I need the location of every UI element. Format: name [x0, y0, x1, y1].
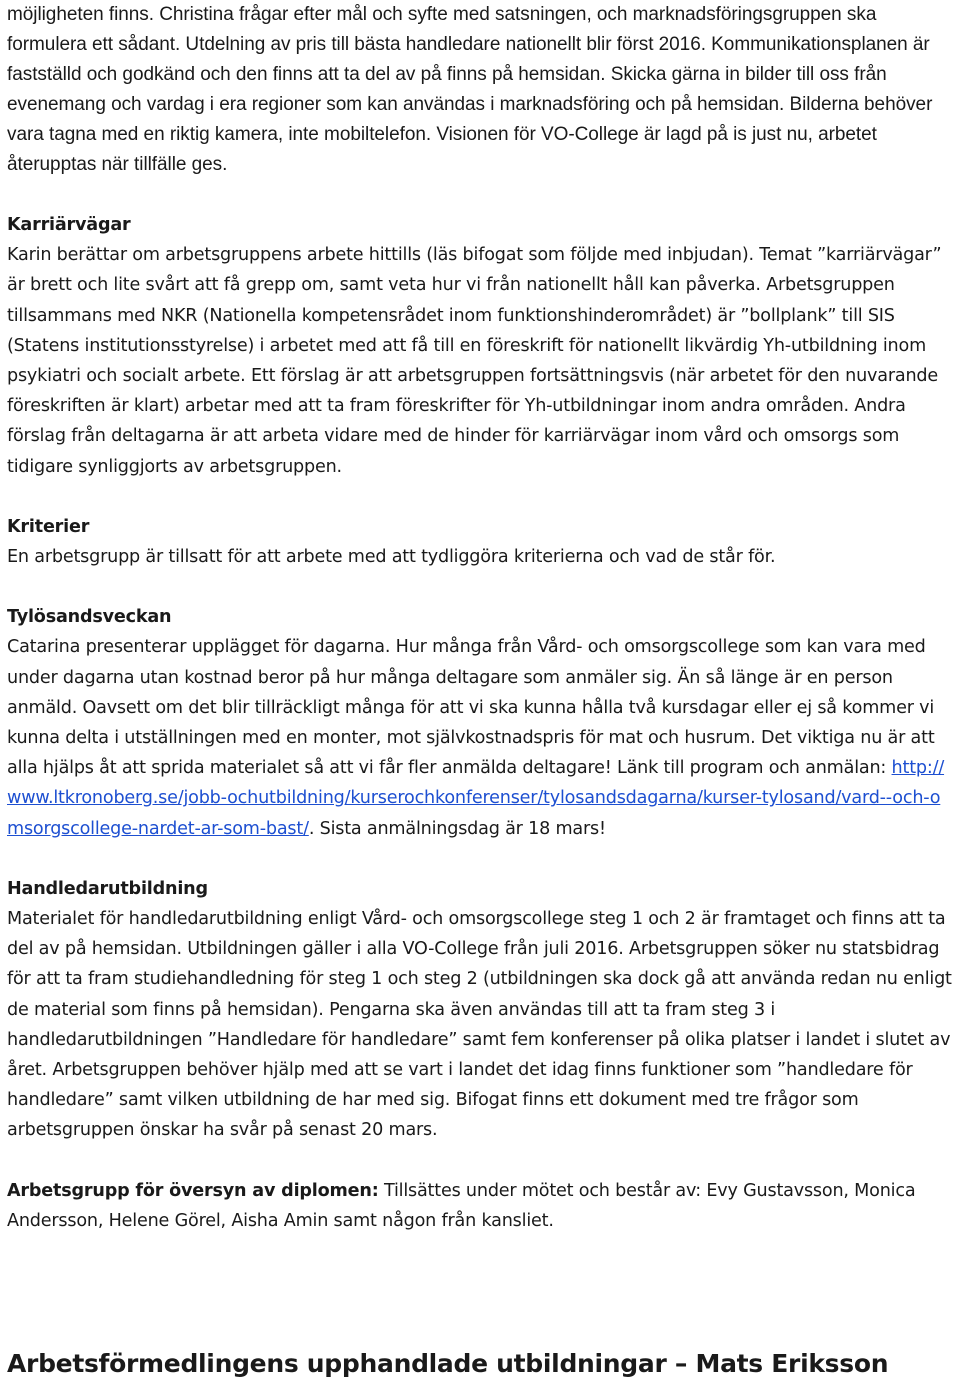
section-text-tylosandsveckan	[7, 632, 957, 843]
section-karriarvagar	[7, 210, 957, 482]
section-heading-handledarutbildning: Handledarutbildning	[7, 878, 208, 899]
section-text-diplomen	[7, 1176, 957, 1236]
tylosand-text-before-link: Catarina presenterar upplägget för dagarna. Hur många från Vård- och omsorgscollege som kan vara med under dagarna utan kostnad beror på hur många deltagare som anmäler sig. Än så länge är en person anmäld. Oavsett om det blir tillräckligt många för att vi ska kunna hålla två kursdagar eller ej så kommer vi kunna delta i utställningen med en monter, mot självkostnadspris för mat och husrum. Det viktiga nu är att alla hjälps åt att sprida materialet så att vi får fler anmälda deltagare! Länk till program och anmälan:	[7, 637, 935, 779]
diplomen-text: Tillsättes under mötet och består av: Evy Gustavsson, Monica Andersson, Helene Görel, Aisha Amin samt någon från kansliet.	[7, 1180, 916, 1231]
section-diplomen	[7, 1176, 957, 1236]
section-heading-kriterier: Kriterier	[7, 516, 90, 537]
section-kriterier	[7, 512, 957, 572]
tylosand-program-link[interactable]: http://www.ltkronoberg.se/jobb-ochutbildning/kurserochkonferenser/tylosandsdagarna/kurser-tylosand/vard--och-omsorgscollege-nardet-ar-som-bast/	[7, 758, 945, 839]
document-page	[7, 0, 957, 1236]
section-tylosandsveckan	[7, 602, 957, 844]
section-heading-tylosandsveckan: Tylösandsveckan	[7, 607, 172, 628]
diplomen-bold-label: Arbetsgrupp för översyn av diplomen:	[7, 1180, 379, 1201]
section-heading-karriarvagar: Karriärvägar	[7, 215, 131, 235]
section-handledarutbildning	[7, 874, 957, 1146]
section-text-kriterier: En arbetsgrupp är tillsatt för att arbete med att tydliggöra kriterierna och vad de står för.	[7, 547, 776, 568]
section-text-handledarutbildning: Materialet för handledarutbildning enligt Vård- och omsorgscollege steg 1 och 2 är framtaget och finns att ta del av på hemsidan. Utbildningen gäller i alla VO-College från juli 2016. Arbetsgruppen söker nu statsbidrag för att ta fram studiehandledning för steg 1 och steg 2 (utbildningen ska dock gå att använda redan nu enligt de material som finns på hemsidan). Pengarna ska även användas till att ta fram steg 3 i handledarutbildningen ”Handledare för handledare” samt fem konferenser på olika platser i landet i slutet av året. Arbetsgruppen behöver hjälp med att se vart i landet det idag finns funktioner som ”handledare för handledare” samt vilken utbildning de har med sig. Bifogat finns ett dokument med tre frågor som arbetsgruppen önskar ha svår på senast 20 mars.	[7, 909, 952, 1141]
intro-paragraph: möjligheten finns. Christina frågar efter mål och syfte med satsningen, och marknadsföringsgruppen ska formulera ett sådant. Utdelning av pris till bästa handledare nationellt blir först 2016. Kommunikationsplanen är fastställd och godkänd och den finns att ta del av på finns på hemsidan. Skicka gärna in bilder till oss från evenemang och vardag i era regioner som kan användas i marknadsföring och på hemsidan. Bilderna behöver vara tagna med en riktig kamera, inte mobiltelefon. Visionen för VO-College är lagd på is just nu, arbetet återupptas när tillfälle ges.	[7, 4, 933, 175]
footer-heading-arbetsformedlingen: Arbetsförmedlingens upphandlade utbildningar – Mats Eriksson	[7, 1349, 889, 1378]
tylosand-text-after-link: . Sista anmälningsdag är 18 mars!	[308, 818, 606, 839]
section-text-karriarvagar: Karin berättar om arbetsgruppens arbete hittills (läs bifogat som följde med inbjudan). Temat ”karriärvägar” är brett och lite svårt att få grepp om, samt veta hur vi från nationellt håll kan påverka. Arbetsgruppen tillsammans med NKR (Nationella kompetensrådet inom funktionshinderområdet) är ”bollplank” till SIS (Statens institutionsstyrelse) i arbetet med att få till en föreskrift för nationellt likvärdig Yh-utbildning inom psykiatri och socialt arbete. Ett förslag är att arbetsgruppen fortsättningsvis (när arbetet för den nuvarande föreskriften är klart) arbetar med att ta fram föreskrifter för Yh-utbildningar inom andra områden. Andra förslag från deltagarna är att arbeta vidare med de hinder för karriärvägar inom vård och omsorgs som tidigare synliggjorts av arbetsgruppen.	[7, 245, 942, 477]
